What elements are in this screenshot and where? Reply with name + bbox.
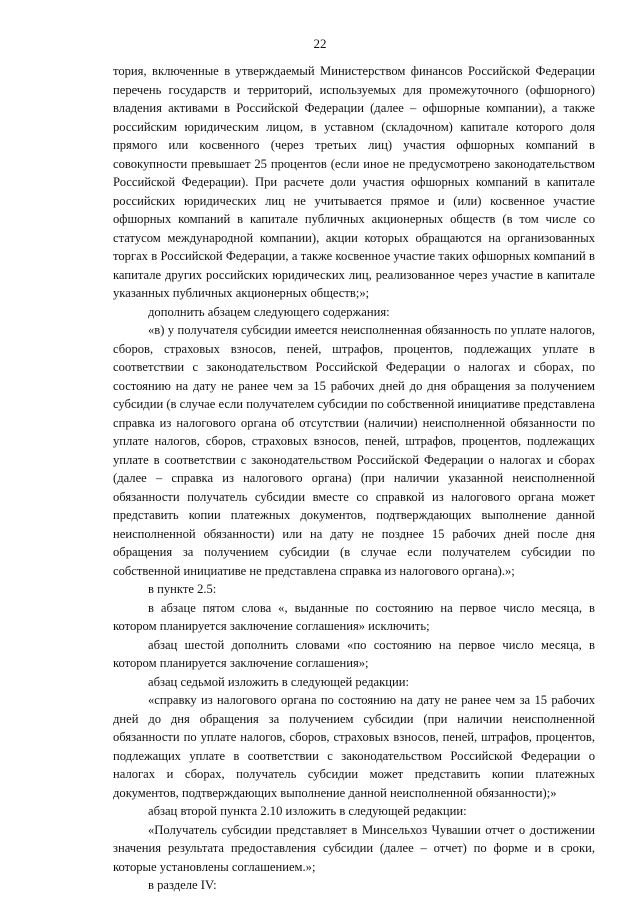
paragraph: в пункте 2.5: [148,582,217,596]
paragraph: «в) у получателя субсидии имеется неисполненная обязанность по уплате налогов, сборов, страховых взносов, пеней, штрафов, процентов, подлежащих уплате в соответствии с законодательством Российской Федерации о налогах и сборах, по состоянию на дату не ранее чем за 15 рабочих дней до дня обращения за получением субсидии (в случае если получателем субсидии по собственной инициативе представлена справка из налогового органа об отсутствии (наличии) неисполненной обязанности по уплате налогов, сборов, страховых взносов, пеней, штрафов, процентов, подлежащих уплате в соответствии с законодательством Российской Федерации о налогах и сборах (далее – справка из налогового органа) (при наличии указанной неисполненной обязанности получатель субсидии вместе со справкой из налогового органа может представить копии платежных документов, подтверждающих выполнение данной неисполненной обязанности) или на дату не позднее 15 рабочих дней после дня обращения за получением субсидии (в случае если получателем субсидии по собственной инициативе не представлена справка из налогового органа).»; [113,323,595,578]
paragraph: дополнить абзацем следующего содержания: [148,304,390,319]
paragraph: абзац седьмой изложить в следующей редакции: [148,674,409,689]
paragraph: в разделе IV: [148,878,217,892]
paragraph: тория, включенные в утверждаемый Министерством финансов Российской Федерации перечень государств и территорий, используемых для промежуточного (офшорного) владения активами в Российской Федерации (далее – офшорные компании), а также российским юридическим лицом, в уставном (складочном) капитале которого доля прямого или косвенного (через третьих лиц) участия офшорных компаний в совокупности превышает 25 процентов (если иное не предусмотрено законодательством Российской Федерации). При расчете доли участия офшорных компаний в капитале российских юридических лиц не учитывается прямое и (или) косвенное участие офшорных компаний в капитале публичных акционерных обществ (в том числе со статусом международной компании), акции которых обращаются на организованных торгах в Российской Федерации, а также косвенное участие таких офшорных компаний в капитале других российских юридических лиц, реализованное через участие в капитале указанных публичных акционерных обществ;»; [113,64,595,300]
paragraph: абзац второй пункта 2.10 изложить в следующей редакции: [148,804,467,818]
document-body [113,62,595,895]
paragraph: «справку из налогового органа по состоянию на дату не ранее чем за 15 рабочих дней до дня обращения за получением субсидии (при наличии неисполненной обязанности по уплате налогов, сборов, страховых взносов, пеней, штрафов, процентов, подлежащих уплате в соответствии с законодательством Российской Федерации о налогах и сборах, получатель субсидии может представить копии платежных документов, подтверждающих выполнение данной неисполненной обязанности);» [113,693,595,800]
paragraph: «Получатель субсидии представляет в Минсельхоз Чувашии отчет о достижении значения результата предоставления субсидии (далее – отчет) по форме и в сроки, которые установлены соглашением.»; [113,822,595,874]
paragraph: в абзаце пятом слова «, выданные по состоянию на первое число месяца, в котором планируется заключение соглашения» исключить; [113,600,595,633]
paragraph: абзац шестой дополнить словами «по состоянию на первое число месяца, в котором планируется заключение соглашения»; [113,637,595,670]
page-number: 22 [313,36,327,51]
